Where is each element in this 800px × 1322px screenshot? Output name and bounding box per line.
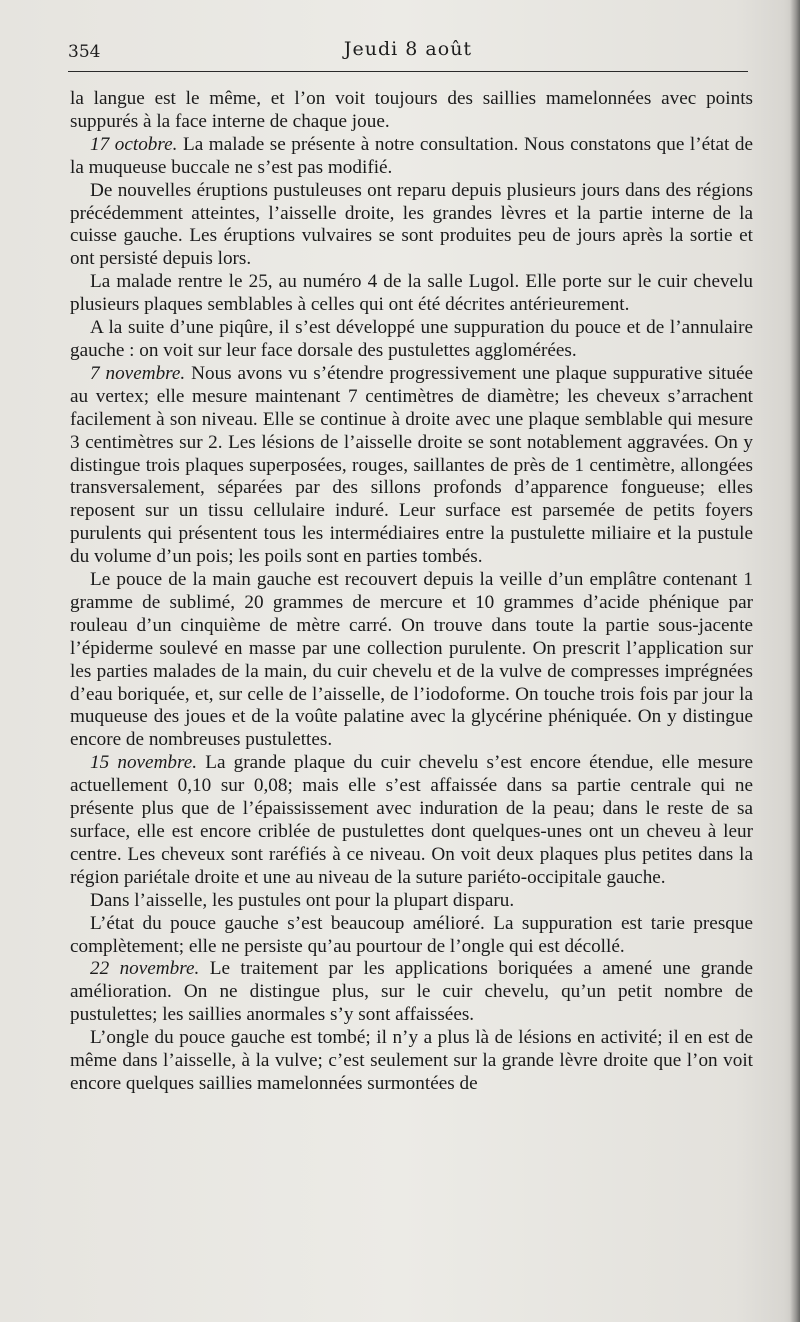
paragraph: 7 novembre. Nous avons vu s’étendre progressivement une plaque suppurative située au vertex; elle mesure maintenant 7 centimètres de diamètre; les cheveux s’arrachent facilement à son niveau. Elle se continue à droite avec une plaque semblable qui mesure 3 centimètres sur 2. Les lésions de l’aisselle droite se sont notablement aggravées. On y distingue trois plaques superposées, rouges, saillantes de près de 1 centimètre, allongées transversalement, séparées par des sillons profonds d’apparence fongueuse; elles reposent sur un tissu cellulaire induré. Leur surface est parsemée de petits foyers purulents qui présentent tous les intermédiaires entre la pustulette miliaire et la pustule du volume d’un pois; les poils sont en parties tombés. <box>70 362 753 568</box>
page-edge-shadow <box>790 0 800 1322</box>
date-lead: 22 novembre. <box>90 958 200 980</box>
paragraph: L’état du pouce gauche s’est beaucoup amélioré. La suppuration est tarie presque complètement; elle ne persiste qu’au pourtour de l’ongle qui est décollé. <box>70 912 753 957</box>
paragraph: La malade rentre le 25, au numéro 4 de la salle Lugol. Elle porte sur le cuir chevelu plusieurs plaques semblables à celles qui ont été décrites antérieurement. <box>70 271 753 316</box>
page-header <box>68 36 748 66</box>
paragraph: 17 octobre. La malade se présente à notre consultation. Nous constatons que l’état de la muqueuse buccale ne s’est pas modifié. <box>70 133 753 178</box>
paragraph: L’ongle du pouce gauche est tombé; il n’y a plus là de lésions en activité; il en est de même dans l’aisselle, à la vulve; c’est seulement sur la grande lèvre droite que l’on voit encore quelques saillies mamelonnées surmontées de <box>70 1027 753 1094</box>
paragraph: la langue est le même, et l’on voit toujours des saillies mamelonnées avec points suppurés à la face interne de chaque joue. <box>70 88 753 132</box>
paragraph: Dans l’aisselle, les pustules ont pour la plupart disparu. <box>90 889 515 911</box>
paragraph: 22 novembre. Le traitement par les applications boriquées a amené une grande amélioration. On ne distingue plus, sur le cuir chevelu, qu’un petit nombre de pustulettes; les saillies anormales s’y sont affaissées. <box>70 958 753 1026</box>
date-lead: 7 novembre. <box>90 362 186 384</box>
running-title: Jeudi 8 août <box>343 38 473 60</box>
paragraph: Le pouce de la main gauche est recouvert depuis la veille d’un emplâtre contenant 1 gramme de sublimé, 20 grammes de mercure et 10 grammes d’acide phénique par rouleau d’un cinquième de mètre carré. On trouve dans toute la partie sous-jacente l’épiderme soulevé en masse par une collection purulente. On prescrit l’application sur les parties malades de la main, du cuir chevelu et de la vulve de compresses imprégnées d’eau boriquée, et, sur celle de l’aisselle, de l’iodoforme. On touche trois fois par jour la muqueuse des joues et de la voûte palatine avec la glycérine phéniquée. On y distingue encore de nombreuses pustulettes. <box>70 569 753 751</box>
body-text <box>70 88 753 1096</box>
header-rule <box>68 71 748 72</box>
paragraph: De nouvelles éruptions pustuleuses ont reparu depuis plusieurs jours dans des régions précédemment atteintes, l’aisselle droite, les grandes lèvres et la partie interne de la cuisse gauche. Les éruptions vulvaires se sont produites peu de jours après la sortie et ont persisté depuis lors. <box>70 179 753 270</box>
date-lead: 15 novembre. <box>90 752 198 774</box>
date-lead: 17 octobre. <box>90 133 178 155</box>
paragraph: 15 novembre. La grande plaque du cuir chevelu s’est encore étendue, elle mesure actuellement 0,10 sur 0,08; mais elle s’est affaissée dans sa partie centrale qui ne présente plus que de l’épaississement avec induration de la peau; dans le reste de sa surface, elle est encore criblée de pustulettes dont quelques-unes ont un cheveu à leur centre. Les cheveux sont raréfiés à ce niveau. On voit deux plaques plus petites dans la région pariétale droite et une au niveau de la suture pariéto-occipitale gauche. <box>70 752 753 888</box>
paragraph: A la suite d’une piqûre, il s’est développé une suppuration du pouce et de l’annulaire gauche : on voit sur leur face dorsale des pustulettes agglomérées. <box>70 317 753 361</box>
page-number: 354 <box>68 42 101 62</box>
